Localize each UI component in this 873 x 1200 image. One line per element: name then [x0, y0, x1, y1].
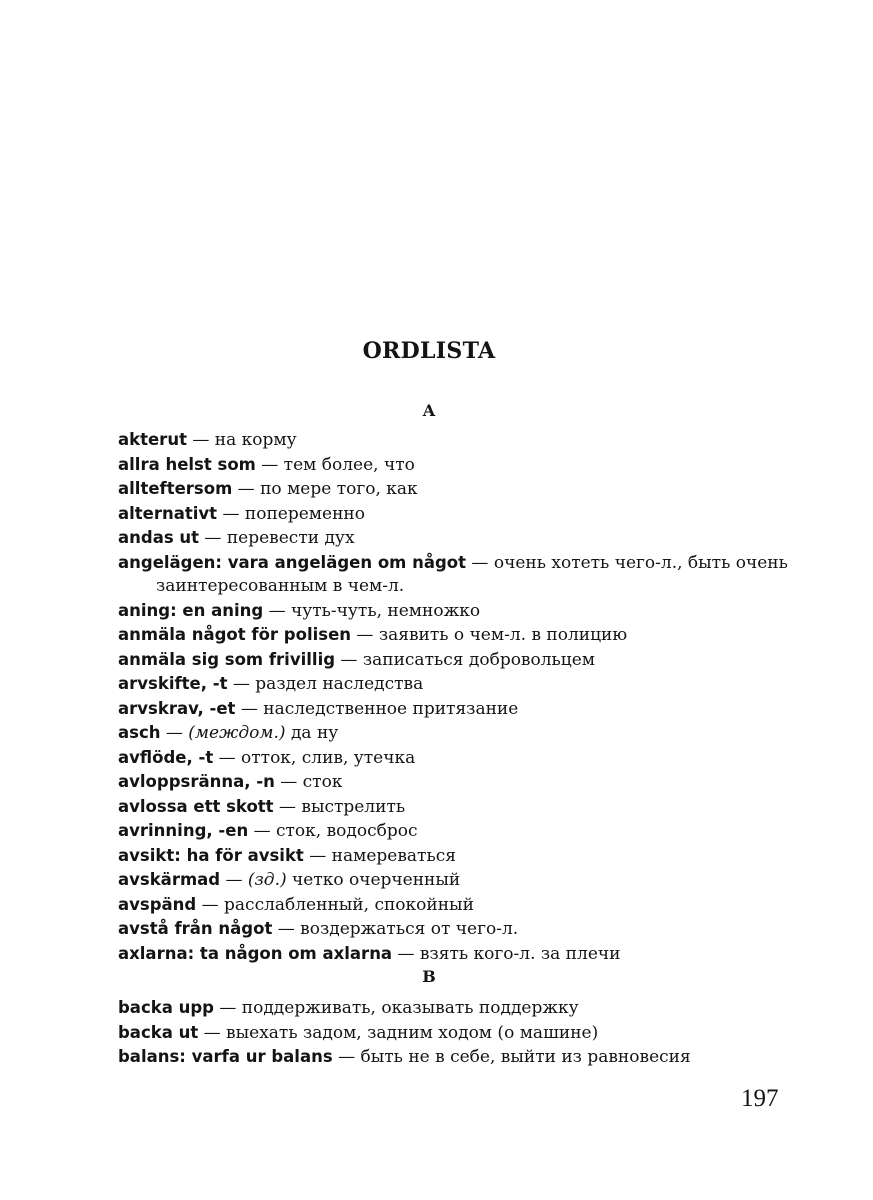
- dictionary-entry: avstå från något — воздержаться от чего-л.: [118, 919, 519, 939]
- page-number: 197: [741, 1085, 779, 1112]
- dictionary-entry: arvskrav, -et — наследственное притязание: [118, 698, 519, 719]
- dictionary-entry: andas ut — перевести дух: [118, 528, 355, 548]
- entry-term: alternativt: [118, 503, 218, 523]
- dictionary-entry: allteftersom — по мере того, как: [118, 479, 418, 499]
- dictionary-entry: aning: en aning — чуть-чуть, немножко: [118, 600, 481, 621]
- section-letter-b: B: [422, 967, 436, 986]
- entry-term: asch: [118, 723, 161, 742]
- entry-term: angelägen: vara angelägen om något: [118, 552, 467, 572]
- entry-definition: взять кого-л. за плечи: [419, 943, 621, 964]
- entry-list-a: [118, 428, 798, 966]
- dictionary-entry: asch — (междом.) да ну: [118, 723, 339, 743]
- entry-term: anmäla sig som frivillig: [118, 649, 336, 669]
- entry-definition: сток, водосброс: [276, 821, 418, 841]
- entry-definition: попеременно: [244, 503, 365, 524]
- entry-definition: намереваться: [331, 845, 456, 866]
- dictionary-entry: avflöde, -t — отток, слив, утечка: [118, 747, 416, 768]
- entry-term: allteftersom: [118, 479, 233, 498]
- dictionary-entry: avskärmad — (зд.) четко очерченный: [118, 870, 461, 890]
- entry-definition: воздержаться от чего-л.: [300, 919, 519, 939]
- entry-definition: на корму: [214, 430, 297, 450]
- dictionary-entry: backa upp — поддерживать, оказывать поддержку: [118, 998, 579, 1018]
- entry-term: avstå från något: [118, 919, 273, 938]
- entry-term: allra helst som: [118, 454, 256, 474]
- entry-term: avskärmad: [118, 870, 221, 889]
- entry-term: avspänd: [118, 894, 197, 914]
- entry-definition: наследственное притязание: [263, 698, 519, 719]
- dictionary-entry: avrinning, -en — сток, водосброс: [118, 821, 418, 841]
- page-title: ORDLISTA: [362, 338, 496, 364]
- entry-term: anmäla något för polisen: [118, 625, 352, 644]
- entry-definition: раздел наследства: [255, 674, 424, 694]
- dictionary-entry: avlossa ett skott — выстрелить: [118, 796, 406, 817]
- entry-note: (междом.): [188, 723, 286, 743]
- entry-definition: по мере того, как: [260, 479, 418, 499]
- dictionary-entry: alternativt — попеременно: [118, 503, 365, 524]
- dictionary-entry: avsikt: ha för avsikt — намереваться: [118, 845, 456, 866]
- entry-term: axlarna: ta någon om axlarna: [118, 943, 393, 963]
- entry-term: backa ut: [118, 1022, 199, 1042]
- dictionary-entry: arvskifte, -t — раздел наследства: [118, 674, 424, 694]
- entry-definition: перевести дух: [226, 528, 355, 548]
- entry-definition: чуть-чуть, немножко: [291, 600, 481, 621]
- entry-definition: да ну: [290, 723, 339, 743]
- dictionary-entry: balans: varfa ur balans — быть не в себе, выйти из равновесия: [118, 1047, 691, 1067]
- entry-term: balans: varfa ur balans: [118, 1047, 333, 1066]
- dictionary-entry: backa ut — выехать задом, задним ходом (о машине): [118, 1022, 599, 1043]
- entry-term: arvskifte, -t: [118, 674, 228, 693]
- entry-term: avlossa ett skott: [118, 796, 274, 816]
- dictionary-entry: akterut — на корму: [118, 430, 297, 450]
- entry-definition: поддерживать, оказывать поддержку: [241, 998, 579, 1018]
- section-letter-a: A: [422, 401, 436, 420]
- dictionary-entry: avloppsränna, -n — сток: [118, 772, 343, 792]
- entry-definition: четко очерченный: [292, 870, 461, 890]
- dictionary-entry: anmäla sig som frivillig — записаться добровольцем: [118, 649, 596, 670]
- entry-term: avsikt: ha för avsikt: [118, 845, 304, 865]
- dictionary-entry: anmäla något för polisen — заявить о чем-л. в полицию: [118, 625, 628, 645]
- entry-definition: заявить о чем-л. в полицию: [378, 625, 628, 645]
- dictionary-entry: axlarna: ta någon om axlarna — взять кого-л. за плечи: [118, 943, 621, 964]
- entry-term: andas ut: [118, 528, 200, 547]
- entry-list-b: [118, 996, 798, 1070]
- entry-definition: очень хотеть чего-л., быть очень заинтересованным в чем-л.: [156, 552, 788, 596]
- entry-definition: записаться добровольцем: [362, 649, 596, 670]
- entry-definition: отток, слив, утечка: [241, 747, 416, 768]
- entry-definition: выстрелить: [301, 796, 406, 817]
- entry-term: akterut: [118, 430, 187, 449]
- dictionary-entry: avspänd — расслабленный, спокойный: [118, 894, 474, 915]
- dictionary-entry: allra helst som — тем более, что: [118, 454, 415, 475]
- entry-term: avflöde, -t: [118, 747, 214, 767]
- entry-term: arvskrav, -et: [118, 698, 236, 718]
- entry-definition: выехать задом, задним ходом (о машине): [226, 1022, 599, 1043]
- entry-term: backa upp: [118, 998, 214, 1017]
- entry-definition: сток: [302, 772, 343, 792]
- entry-note: (зд.): [247, 870, 287, 890]
- entry-definition: быть не в себе, выйти из равновесия: [360, 1047, 691, 1067]
- entry-term: aning: en aning: [118, 600, 264, 620]
- entry-term: avrinning, -en: [118, 821, 249, 840]
- entry-definition: тем более, что: [283, 454, 415, 475]
- entry-definition: расслабленный, спокойный: [224, 894, 474, 915]
- dictionary-entry: angelägen: vara angelägen om något — очень хотеть чего-л., быть очень заинтересованным в чем-л.: [118, 552, 788, 596]
- entry-term: avloppsränna, -n: [118, 772, 275, 791]
